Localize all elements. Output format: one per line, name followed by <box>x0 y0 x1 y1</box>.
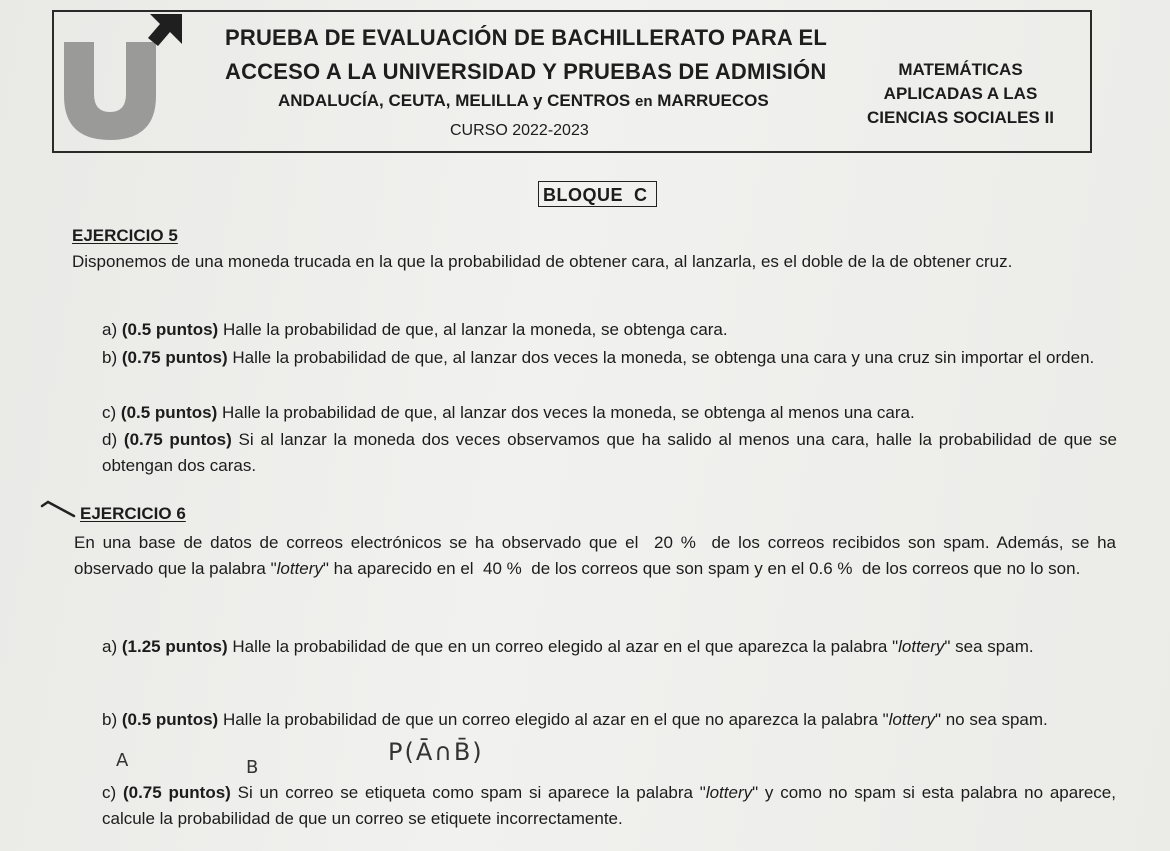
item-letter: c) <box>102 403 117 422</box>
region-tail: MARRUECOS <box>657 91 769 110</box>
item-text: Halle la probabilidad de que, al lanzar dos veces la moneda, se obtenga al menos una cara. <box>221 403 915 422</box>
subject-line1: MATEMÁTICAS <box>898 60 1023 79</box>
item-text: Si al lanzar la moneda dos veces observamos que ha salido al menos una cara, halle la probabilidad de que se obtengan dos caras. <box>102 430 1117 475</box>
word-lottery: lottery <box>705 783 753 802</box>
word-lottery: lottery <box>898 637 945 656</box>
exercise5-item-c <box>102 400 1117 426</box>
statement-part: de los correos recibidos son spam. Además, se ha observado que la palabra " <box>74 533 1117 578</box>
item-text: Halle la probabilidad de que en un correo elegido al azar en el que aparezca la palabra " <box>232 637 899 656</box>
item-letter: b) <box>102 348 118 367</box>
item-text: Halle la probabilidad de que, al lanzar la moneda, se obtenga cara. <box>222 320 728 339</box>
item-text: " no sea spam. <box>934 710 1048 729</box>
percent-spam: 20 % <box>654 533 696 552</box>
item-text: Halle la probabilidad de que, al lanzar dos veces la moneda, se obtenga una cara y una cruz sin importar el orden. <box>232 348 1095 367</box>
percent-lottery-spam: 40 % <box>483 559 522 578</box>
item-points: (0.5 puntos) <box>121 320 219 339</box>
handwritten-expression: P(Ā∩B̄) <box>388 738 484 766</box>
exercise6-item-a <box>102 633 1116 660</box>
item-text: Halle la probabilidad de que un correo elegido al azar en el que no aparezca la palabra " <box>222 710 889 729</box>
item-text: " y como no spam si esta palabra no aparece, calcule la probabilidad de que un correo se etiquete incorrectamente. <box>102 783 1116 828</box>
item-points: (0.75 puntos) <box>122 783 231 802</box>
exercise6-item-c <box>102 780 1116 832</box>
exercise5-item-d <box>102 427 1117 479</box>
exercise6-title: EJERCICIO 6 <box>80 504 186 523</box>
statement-part: " ha aparecido en el <box>322 559 474 578</box>
handwritten-a: A <box>116 750 131 771</box>
subject-name <box>848 58 1073 130</box>
university-logo <box>58 12 188 142</box>
handwritten-tick-mark <box>40 500 76 520</box>
statement-part: En una base de datos de correos electrónicos se ha observado que el <box>74 533 639 552</box>
statement-part: de los correos que son spam y en el <box>531 559 805 578</box>
item-letter: d) <box>102 430 118 449</box>
item-letter: a) <box>102 320 118 339</box>
item-letter: c) <box>102 783 117 802</box>
item-points: (0.5 puntos) <box>120 403 218 422</box>
block-label: BLOQUE C <box>538 181 657 207</box>
region-en: en <box>635 93 653 110</box>
exercise5-statement: Disponemos de una moneda trucada en la que la probabilidad de obtener cara, al lanzarla, es el doble de la de obtener cruz. <box>72 252 1013 271</box>
item-points: (0.5 puntos) <box>121 710 219 729</box>
item-text: " sea spam. <box>944 637 1034 656</box>
word-lottery: lottery <box>276 559 323 578</box>
exercise5-item-b <box>102 345 1117 371</box>
subject-line2: APLICADAS A LAS <box>883 84 1038 103</box>
item-points: (1.25 puntos) <box>121 637 228 656</box>
word-lottery: lottery <box>888 710 935 729</box>
exam-course: CURSO 2022-2023 <box>450 122 589 139</box>
exercise6-item-b <box>102 706 1116 733</box>
item-letter: a) <box>102 637 118 656</box>
subject-line3: CIENCIAS SOCIALES II <box>866 108 1055 127</box>
exercise6-statement <box>74 530 1116 582</box>
region-main: ANDALUCÍA, CEUTA, MELILLA y CENTROS <box>278 91 631 110</box>
handwritten-b: B <box>246 757 261 778</box>
item-points: (0.75 puntos) <box>123 430 232 449</box>
exam-title-line1: PRUEBA DE EVALUACIÓN DE BACHILLERATO PARA EL <box>225 25 828 50</box>
percent-lottery-nonspam: 0.6 % <box>809 559 853 578</box>
exam-region <box>278 91 769 111</box>
exercise5-title: EJERCICIO 5 <box>72 226 178 245</box>
exercise5-item-a <box>102 317 1117 343</box>
statement-part: de los correos que no lo son. <box>862 559 1081 578</box>
exam-title-line2: ACCESO A LA UNIVERSIDAD Y PRUEBAS DE ADMISIÓN <box>225 59 827 84</box>
item-text: Si un correo se etiqueta como spam si aparece la palabra " <box>237 783 706 802</box>
item-points: (0.75 puntos) <box>121 348 228 367</box>
item-letter: b) <box>102 710 118 729</box>
